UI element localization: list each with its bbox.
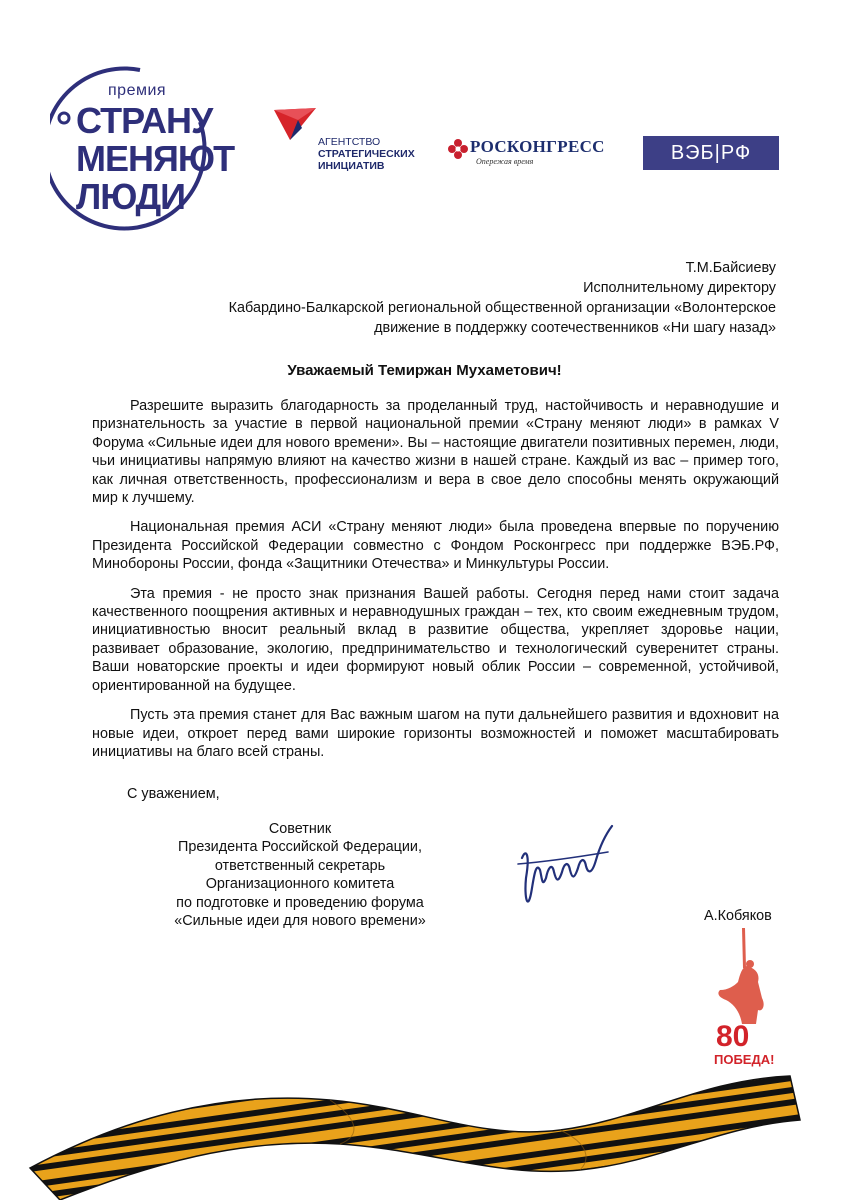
asi-line-2: СТРАТЕГИЧЕСКИХ	[318, 148, 415, 160]
salutation: Уважаемый Темиржан Мухаметович!	[287, 362, 562, 379]
premia-logo	[50, 62, 235, 237]
roscongress-flower-icon	[448, 137, 468, 161]
signer-title-4: Организационного комитета	[205, 876, 395, 893]
premia-small-label: премия	[108, 82, 167, 99]
paragraph-1: Разрешите выразить благодарность за проделанный труд, настойчивость и неравнодушие и признательность за участие в первой национальной премии «Страну меняют люди» в рамках V Форума «Сильные идеи для нового времени». Вы – настоящие двигатели позитивных перемен, люди, чьи инициативы напрямую влияют на качество жизни в нашей стране. Каждый из вас – пример того, как личная ответственность, профессионализм и вера в свое дело способны менять окружающий мир к лучшему.	[92, 398, 779, 507]
signer-title-6: «Сильные идеи для нового времени»	[174, 913, 426, 930]
asi-line-3: ИНИЦИАТИВ	[318, 160, 385, 172]
emblem-word: ПОБЕДА!	[714, 1052, 775, 1067]
asi-line-1: АГЕНТСТВО	[318, 136, 381, 148]
motherland-statue-icon	[718, 928, 763, 1024]
signer-title-2: Президента Российской Федерации,	[178, 839, 422, 856]
veb-logo: ВЭБ|РФ	[643, 136, 779, 170]
addressee-org-line-1: Кабардино-Балкарской региональной общественной организации «Волонтерское	[228, 300, 776, 316]
roscongress-name: РОСКОНГРЕСС	[470, 137, 605, 156]
paragraph-3: Эта премия - не просто знак признания Вашей работы. Сегодня перед нами стоит задача качественного поощрения активных и неравнодушных граждан – тех, кто своим ежедневным трудом, инициативностью вносит реальный вклад в развитие общества, укрепляет здоровье нации, развивает образование, экологию, предпринимательство и технологический суверенитет страны. Ваши новаторские проекты и идеи формируют новый облик России – современной, устойчивой, ориентированной на будущее.	[92, 585, 779, 694]
addressee-name: Т.М.Байсиеву	[685, 260, 776, 276]
signer-title-3: ответственный секретарь	[214, 857, 386, 874]
premia-line-2: МЕНЯЮТ	[76, 138, 235, 179]
asi-logo	[272, 106, 432, 176]
premia-line-1: СТРАНУ	[76, 100, 213, 141]
closing: С уважением,	[127, 786, 220, 802]
signer-title-1: Советник	[268, 821, 332, 837]
paragraph-4: Пусть эта премия станет для Вас важным шагом на пути дальнейшего развития и вдохновит на новые идеи, откроет перед вами широкие горизонты возможностей и поможет масштабировать инициативы на благо всей страны.	[92, 707, 779, 760]
addressee-org-line-2: движение в поддержку соотечественников «Ни шагу назад»	[374, 320, 776, 336]
signer-title-block	[150, 820, 450, 930]
emblem-number: 80	[716, 1020, 750, 1053]
signer-name: А.Кобяков	[704, 908, 772, 924]
victory-80-emblem	[712, 928, 790, 1070]
roscongress-logo	[448, 135, 608, 175]
addressee-block	[136, 258, 776, 338]
letter-body	[92, 397, 779, 772]
premia-line-3: ЛЮДИ	[76, 176, 186, 217]
handwritten-signature	[512, 818, 632, 918]
roscongress-tagline: Опережая время	[476, 157, 534, 166]
paragraph-2: Национальная премия АСИ «Страну меняют люди» была проведена впервые по поручению Президента Российской Федерации совместно с Фондом Росконгресс при поддержке ВЭБ.РФ, Минобороны России, фонда «Защитники Отечества» и Минкультуры России.	[92, 519, 779, 573]
st-george-ribbon	[0, 1060, 849, 1200]
signer-title-5: по подготовке и проведению форума	[176, 894, 424, 911]
asi-plane-icon	[272, 106, 318, 146]
addressee-position: Исполнительному директору	[583, 280, 776, 296]
